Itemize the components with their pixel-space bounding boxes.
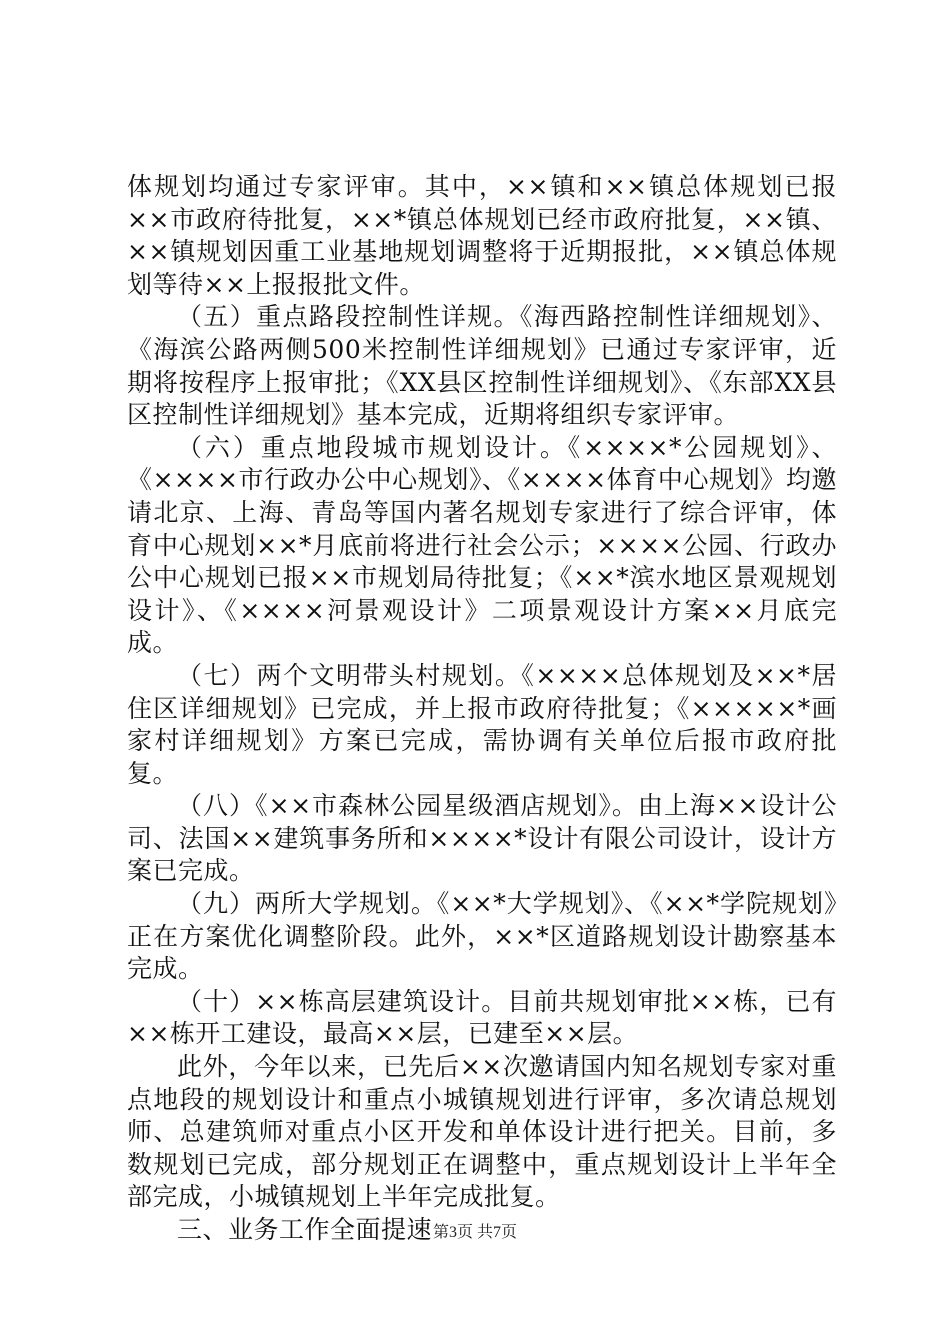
paragraph-item-8: （八）《××市森林公园星级酒店规划》。由上海××设计公司、法国××建筑事务所和××××*设计有限公司设计，设计方案已完成。 <box>127 791 837 886</box>
paragraph-continuation: 体规划均通过专家评审。其中，××镇和××镇总体规划已报××市政府待批复，××*镇总体规划已经市政府批复，××镇、××镇规划因重工业基地规划调整将于近期报批，××镇总体规划等待××上报报批文件。 <box>127 172 837 299</box>
paragraph-item-6: （六）重点地段城市规划设计。《××××*公园规划》、《××××市行政办公中心规划》、《××××体育中心规划》均邀请北京、上海、青岛等国内著名规划专家进行了综合评审，体育中心规划××*月底前将进行社会公示；××××公园、行政办公中心规划已报××市规划局待批复；《××*滨水地区景观规划设计》、《××××河景观设计》二项景观设计方案××月底完成。 <box>127 432 837 658</box>
document-body <box>127 171 837 1247</box>
paragraph-item-9: （九）两所大学规划。《××*大学规划》、《××*学院规划》正在方案优化调整阶段。此外，××*区道路规划设计勘察基本完成。 <box>127 889 837 984</box>
paragraph-item-7: （七）两个文明带头村规划。《××××总体规划及××*居住区详细规划》已完成，并上报市政府待批复；《×××××*画家村详细规划》方案已完成，需协调有关单位后报市政府批复。 <box>127 660 837 788</box>
page-footer: 第3页 共7页 <box>432 1224 517 1241</box>
section-heading: 三、业务工作全面提速 <box>177 1215 433 1244</box>
paragraph-item-5: （五）重点路段控制性详规。《海西路控制性详细规划》、《海滨公路两侧500米控制性详细规划》已通过专家评审，近期将按程序上报审批；《XX县区控制性详细规划》、《东部XX县区控制性详细规划》基本完成，近期将组织专家评审。 <box>127 302 837 430</box>
paragraph-item-10: （十）××栋高层建筑设计。目前共规划审批××栋，已有××栋开工建设，最高××层，已建至××层。 <box>127 986 837 1049</box>
paragraph-summary: 此外，今年以来，已先后××次邀请国内知名规划专家对重点地段的规划设计和重点小城镇规划进行评审，多次请总规划师、总建筑师对重点小区开发和单体设计进行把关。目前，多数规划已完成，部分规划正在调整中，重点规划设计上半年全部完成，小城镇规划上半年完成批复。 <box>127 1052 837 1212</box>
